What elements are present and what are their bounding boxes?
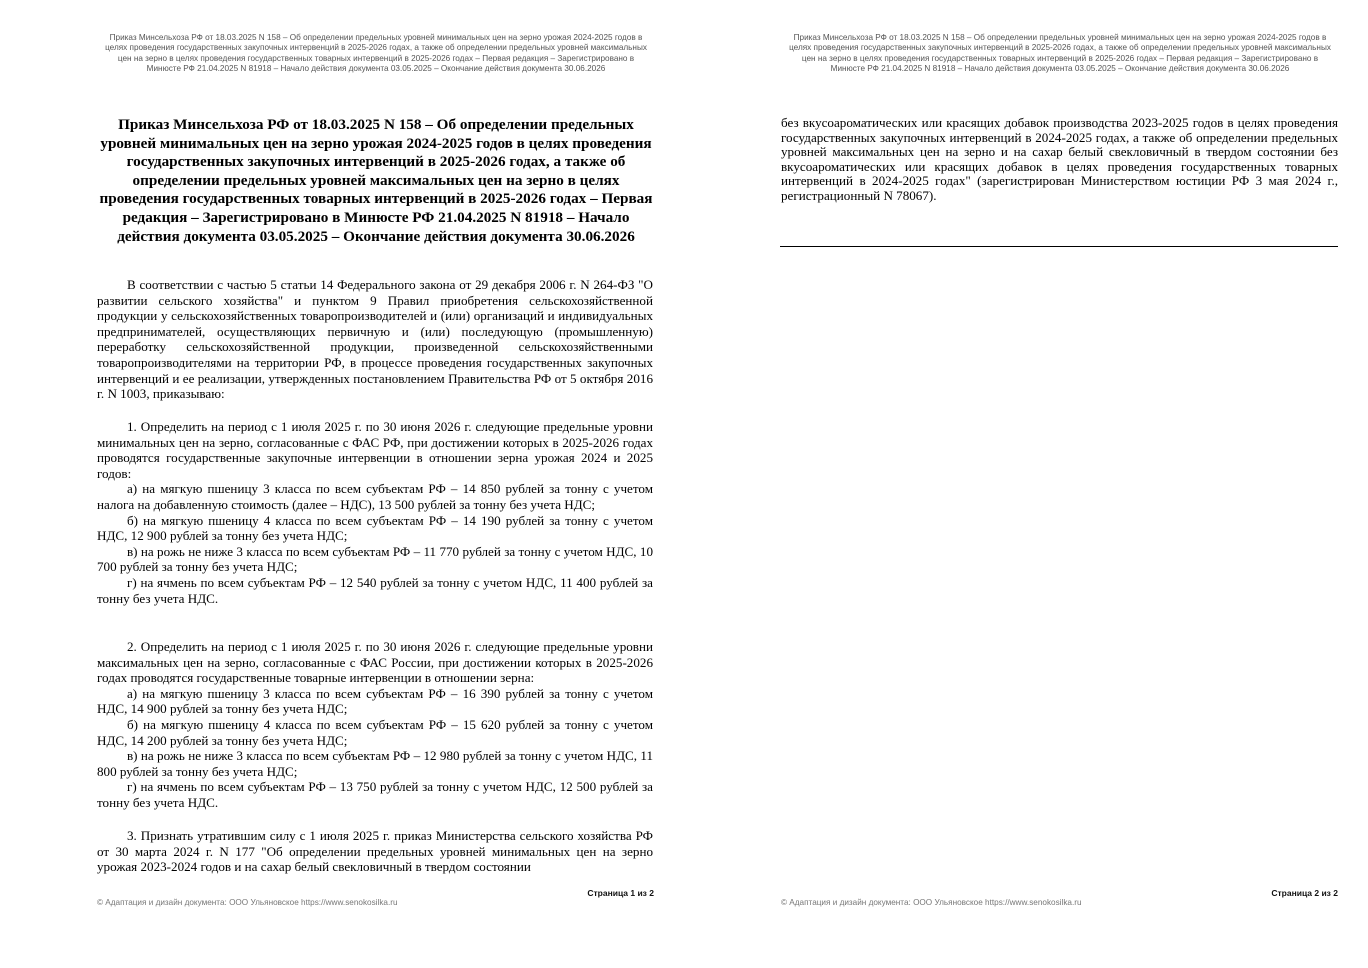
end-divider [780,246,1338,247]
item-2-b: б) на мягкую пшеницу 4 класса по всем субъектам РФ – 15 620 рублей за тонну с учетом НДС, 14 200 рублей за тонну без учета НДС; [97,716,653,748]
item-3-start: 3. Признать утратившим силу с 1 июля 2025 г. приказ Министерства сельского хозяйства РФ от 30 марта 2024 г. N 177 "Об определении предельных уровней минимальных цен на зерно урожая 2023-2024 годов и на сахар белый свекловичный в твердом состоянии [97,828,653,875]
page-number: Страница 1 из 2 [587,888,654,898]
preamble-paragraph: В соответствии с частью 5 статьи 14 Федерального закона от 29 декабря 2006 г. N 264-ФЗ "О развитии сельского хозяйства" и пунктом 9 Правил приобретения сельскохозяйственной продукции у сельскохозяйственных товаропроизводителей и (или) организаций и индивидуальных предпринимателей, осуществляющих первичную и (или) последующую (промышленную) переработку сельскохозяйственной продукции, произведенной сельскохозяйственными товаропроизводителями на территории РФ, в процессе проведения государственных закупочных интервенций и ее реализации, утвержденных постановлением Правительства РФ от 5 октября 2016 г. N 1003, приказываю: [97,277,653,402]
item-1-block [97,419,653,606]
document-title: Приказ Минсельхоза РФ от 18.03.2025 N 158 – Об определении предельных уровней минимальных цен на зерно урожая 2024-2025 годов в целях проведения государственных закупочных интервенций в 2025-2026 годах, а также об определении предельных уровней максимальных цен на зерно в целях проведения государственных товарных интервенций в 2025-2026 годах – Первая редакция – Зарегистрировано в Минюсте РФ 21.04.2025 N 81918 – Начало действия документа 03.05.2025 – Окончание действия документа 30.06.2026 [99,116,653,245]
item-2-v: в) на рожь не ниже 3 класса по всем субъектам РФ – 12 980 рублей за тонну с учетом НДС, 11 800 рублей за тонну без учета НДС; [97,748,653,779]
document-body [97,277,653,402]
item-2-a: а) на мягкую пшеницу 3 класса по всем субъектам РФ – 16 390 рублей за тонну с учетом НДС, 14 900 рублей за тонну без учета НДС; [97,685,653,717]
footer-copyright: © Адаптация и дизайн документа: ООО Ульяновское https://www.senokosilka.ru [97,898,398,907]
item-1-a: а) на мягкую пшеницу 3 класса по всем субъектам РФ – 14 850 рублей за тонну с учетом налога на добавленную стоимость (далее – НДС), 13 500 рублей за тонну без учета НДС; [97,481,653,512]
page-number: Страница 2 из 2 [1271,888,1338,898]
running-header: Приказ Минсельхоза РФ от 18.03.2025 N 158 – Об определении предельных уровней минимальных цен на зерно урожая 2024-2025 годов в целях проведения государственных закупочных интервенций в 2025-2026 годах, а также об определении предельных уровней максимальных цен на зерно в целях проведения государственных товарных интервенций в 2025-2026 годах – Первая редакция – Зарегистрировано в Минюсте РФ 21.04.2025 N 81918 – Начало действия документа 03.05.2025 – Окончание действия документа 30.06.2026 [789,33,1331,73]
item-1-intro: 1. Определить на период с 1 июля 2025 г. по 30 июня 2026 г. следующие предельные уровни минимальных цен на зерно, согласованные с ФАС РФ, при достижении которых в 2025-2026 годах проводятся государственные закупочные интервенции в отношении зерна урожая 2024 и 2025 годов: [97,419,653,481]
item-2-block [97,639,653,811]
footer-copyright: © Адаптация и дизайн документа: ООО Ульяновское https://www.senokosilka.ru [781,898,1082,907]
item-1-b: б) на мягкую пшеницу 4 класса по всем субъектам РФ – 14 190 рублей за тонну с учетом НДС, 12 900 рублей за тонну без учета НДС; [97,512,653,544]
item-2-g: г) на ячмень по всем субъектам РФ – 13 750 рублей за тонну с учетом НДС, 12 500 рублей за тонну без учета НДС. [97,779,653,810]
item-2-intro: 2. Определить на период с 1 июля 2025 г. по 30 июня 2026 г. следующие предельные уровни максимальных цен на зерно, согласованные с ФАС России, при достижении которых в 2025-2026 годах проводятся государственные товарные интервенции в отношении зерна: [97,639,653,686]
running-header: Приказ Минсельхоза РФ от 18.03.2025 N 158 – Об определении предельных уровней минимальных цен на зерно урожая 2024-2025 годов в целях проведения государственных закупочных интервенций в 2025-2026 годах, а также об определении предельных уровней максимальных цен на зерно в целях проведения государственных товарных интервенций в 2025-2026 годах – Первая редакция – Зарегистрировано в Минюсте РФ 21.04.2025 N 81918 – Начало действия документа 03.05.2025 – Окончание действия документа 30.06.2026 [105,33,647,73]
item-3-block [97,828,653,875]
item-1-g: г) на ячмень по всем субъектам РФ – 12 540 рублей за тонну с учетом НДС, 11 400 рублей за тонну без учета НДС. [97,574,653,606]
item-1-v: в) на рожь не ниже 3 класса по всем субъектам РФ – 11 770 рублей за тонну с учетом НДС, 10 700 рублей за тонну без учета НДС; [97,543,653,575]
document-page-2 [684,0,1368,968]
item-3-continuation: без вкусоароматических или красящих добавок производства 2023-2025 годов в целях проведения государственных закупочных интервенций в 2024-2025 годах, а также об определении предельных уровней максимальных цен на зерно и на сахар белый свекловичный в твердом состоянии без вкусоароматических или красящих добавок в целях проведения государственных товарных интервенций в 2024-2025 годах" (зарегистрирован Министерством юстиции РФ 3 мая 2024 г., регистрационный N 78067). [781,115,1338,203]
